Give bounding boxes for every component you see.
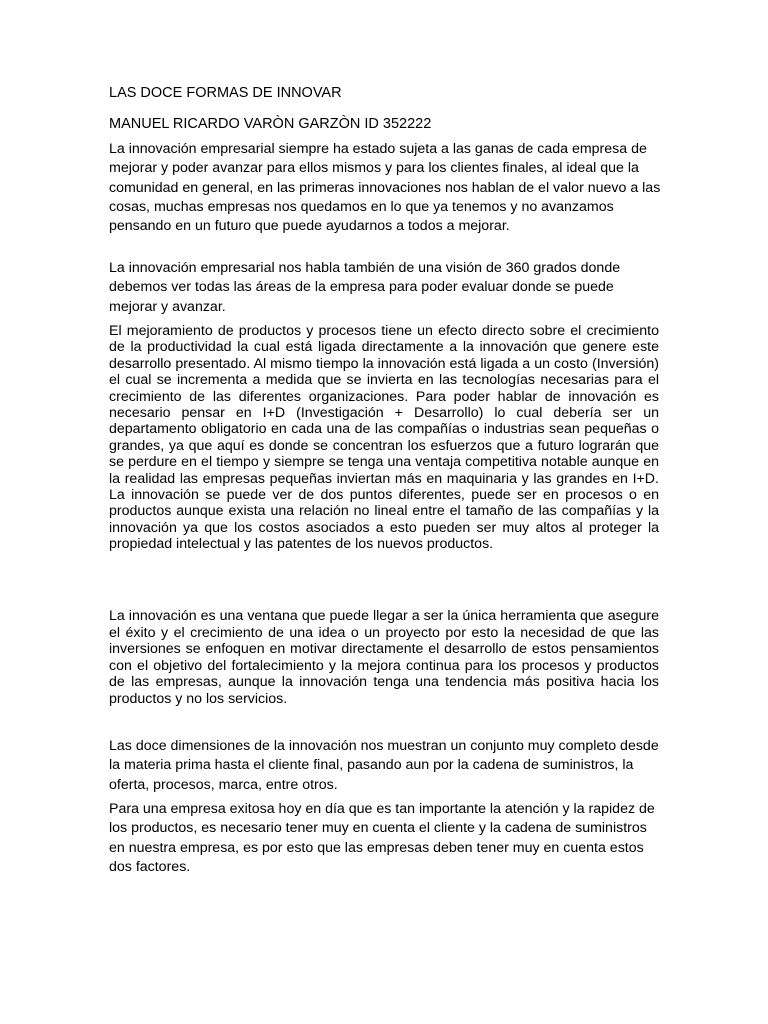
author-line: MANUEL RICARDO VARÒN GARZÒN ID 352222: [109, 116, 432, 132]
paragraph-5: Las doce dimensiones de la innovación nos muestran un conjunto muy completo desde la materia prima hasta el cliente final, pasando aun por la cadena de suministros, la oferta, procesos, marca, entre otros.: [109, 738, 659, 793]
paragraph-1: La innovación empresarial siempre ha estado sujeta a las ganas de cada empresa de mejorar y poder avanzar para ellos mismos y para los clientes finales, al ideal que la comunidad en general, en las primeras innovaciones nos hablan de el valor nuevo a las cosas, muchas empresas nos quedamos en lo que ya tenemos y no avanzamos pensando en un futuro que puede ayudarnos a todos a mejorar.: [109, 141, 661, 235]
paragraph-6: Para una empresa exitosa hoy en día que es tan importante la atención y la rapidez de los productos, es necesario tener muy en cuenta el cliente y la cadena de suministros en nuestra empresa, es por esto que las empresas deben tener muy en cuenta estos dos factores.: [109, 801, 655, 875]
paragraph-4: La innovación es una ventana que puede llegar a ser la única herramienta que asegure el éxito y el crecimiento de una idea o un proyecto por esto la necesidad de que las inversiones se enfoquen en motivar directamente el desarrollo de estos pensamientos con el objetivo del fortalecimiento y la mejora continua para los procesos y productos de las empresas, aunque la innovación tenga una tendencia más positiva hacia los productos y no los servicios.: [109, 608, 659, 707]
paragraph-3: El mejoramiento de productos y procesos tiene un efecto directo sobre el crecimiento de la productividad la cual está ligada directamente a la innovación que genere este desarrollo presentado. Al mismo tiempo la innovación está ligada a un costo (Inversión) el cual se incrementa a medida que se invierta en las tecnologías necesarias para el crecimiento de las diferentes organizaciones. Para poder hablar de innovación es necesario pensar en I+D (Investigación + Desarrollo) lo cual debería ser un departamento obligatorio en cada una de las compañías o industrias sean pequeñas o grandes, ya que aquí es donde se concentran los esfuerzos que a futuro lograrán que se perdure en el tiempo y siempre se tenga una ventaja competitiva notable aunque en la realidad las empresas pequeñas inviertan más en maquinaria y las grandes en I+D. La innovación se puede ver de dos puntos diferentes, puede ser en procesos o en productos aunque exista una relación no lineal entre el tamaño de las compañías y la innovación ya que los costos asociados a esto pueden ser muy altos al proteger la propiedad intelectual y las patentes de los nuevos productos.: [109, 323, 659, 553]
paragraph-2: La innovación empresarial nos habla también de una visión de 360 grados donde debemos ver todas las áreas de la empresa para poder evaluar donde se puede mejorar y avanzar.: [109, 260, 621, 315]
document-title: LAS DOCE FORMAS DE INNOVAR: [109, 85, 342, 101]
